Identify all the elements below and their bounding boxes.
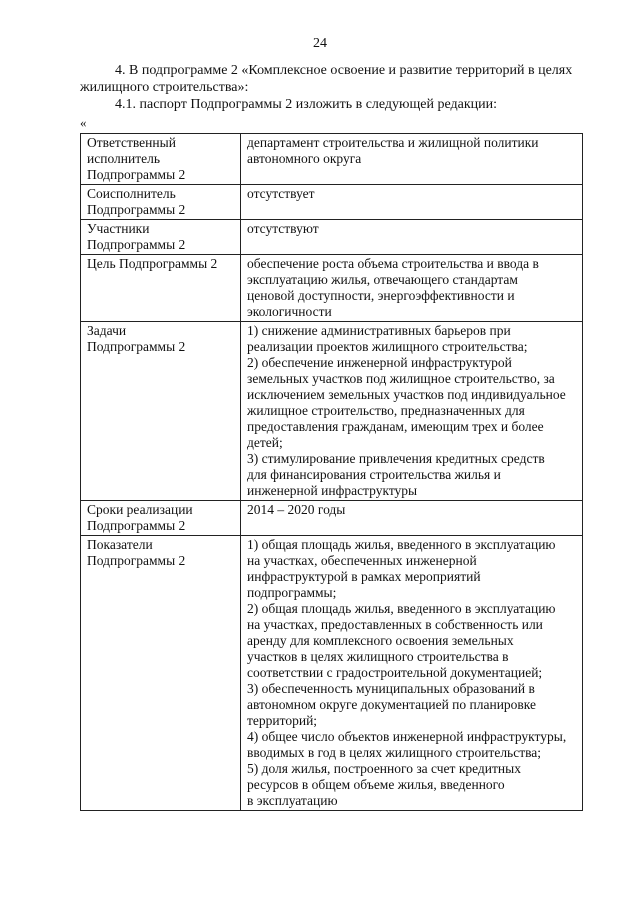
row-value-line: автономного округа [247, 151, 362, 166]
table-row [81, 255, 583, 322]
row-value-line: аренду для комплексного освоения земельных [247, 633, 514, 648]
row-value-line: участков в целях жилищного строительства в [247, 649, 509, 664]
row-value-line: 1) общая площадь жилья, введенного в эксплуатацию [247, 537, 556, 552]
row-value-line: подпрограммы; [247, 585, 337, 600]
intro-paragraph-1: 4. В подпрограмме 2 «Комплексное освоение и развитие территорий в целях жилищного строительства»: [80, 63, 573, 95]
table-row [81, 220, 583, 255]
row-label-cell [81, 536, 241, 811]
row-value-line: детей; [247, 435, 283, 450]
row-value-line: 3) стимулирование привлечения кредитных средств [247, 451, 545, 466]
table-row [81, 134, 583, 185]
row-label-line: Подпрограммы 2 [87, 237, 186, 252]
row-value-line: на участках, предоставленных в собственность или [247, 617, 543, 632]
row-label-line: Подпрограммы 2 [87, 202, 186, 217]
row-label-cell [81, 322, 241, 501]
intro-text [80, 62, 580, 113]
row-value-cell [241, 255, 583, 322]
row-value-line: инфраструктурой в рамках мероприятий [247, 569, 481, 584]
row-value-line: территорий; [247, 713, 318, 728]
row-label-line: Участники [87, 221, 150, 236]
row-value-cell [241, 536, 583, 811]
table-row [81, 322, 583, 501]
row-value-line: обеспечение роста объема строительства и ввода в [247, 256, 539, 271]
row-value-line: 3) обеспеченность муниципальных образований в [247, 681, 535, 696]
row-label-line: Подпрограммы 2 [87, 339, 186, 354]
passport-table-body [81, 134, 583, 811]
row-value-line: ресурсов в общем объеме жилья, введенного [247, 777, 505, 792]
row-value-line: соответствии с градостроительной документацией; [247, 665, 543, 680]
row-value-line: 5) доля жилья, построенного за счет кредитных [247, 761, 521, 776]
row-value-line: на участках, обеспеченных инженерной [247, 553, 477, 568]
table-row [81, 185, 583, 220]
row-value-line: для финансирования строительства жилья и [247, 467, 501, 482]
row-label-cell [81, 501, 241, 536]
row-value-line: эксплуатацию жилья, отвечающего стандартам [247, 272, 518, 287]
row-value-line: автономном округе документацией по планировке [247, 697, 537, 712]
row-label-line: Задачи [87, 323, 127, 338]
row-value-cell [241, 134, 583, 185]
row-value-line: исключением земельных участков под индивидуальное [247, 387, 566, 402]
row-value-line: жилищное строительство, предназначенных для [247, 403, 525, 418]
row-value-line: предоставления гражданам, имеющим трех и более [247, 419, 544, 434]
table-row [81, 501, 583, 536]
row-value-line: 2) обеспечение инженерной инфраструктурой [247, 355, 512, 370]
row-value-line: департамент строительства и жилищной политики [247, 135, 539, 150]
row-label-line: Подпрограммы 2 [87, 553, 186, 568]
row-value-line: экологичности [247, 304, 332, 319]
intro-paragraph-2: 4.1. паспорт Подпрограммы 2 изложить в следующей редакции: [115, 97, 498, 112]
row-value-line: 2) общая площадь жилья, введенного в эксплуатацию [247, 601, 556, 616]
row-label-cell [81, 255, 241, 322]
row-value-line: отсутствует [247, 186, 315, 201]
passport-table [80, 133, 583, 811]
row-label-line: Цель Подпрограммы 2 [87, 256, 218, 271]
row-value-line: вводимых в год в целях жилищного строительства; [247, 745, 542, 760]
row-label-line: Показатели [87, 537, 153, 552]
page-number: 24 [313, 36, 327, 51]
row-label-cell [81, 134, 241, 185]
row-value-line: ценовой доступности, энергоэффективности и [247, 288, 515, 303]
table-row [81, 536, 583, 811]
row-value-line: отсутствуют [247, 221, 319, 236]
row-label-line: Сроки реализации [87, 502, 193, 517]
row-label-cell [81, 220, 241, 255]
row-value-line: инженерной инфраструктуры [247, 483, 418, 498]
row-label-line: Подпрограммы 2 [87, 167, 186, 182]
row-value-line: земельных участков под жилищное строительство, за [247, 371, 555, 386]
row-value-cell [241, 322, 583, 501]
row-value-line: в эксплуатацию [247, 793, 338, 808]
row-value-cell [241, 220, 583, 255]
row-value-line: 1) снижение административных барьеров при [247, 323, 511, 338]
opening-quote: « [80, 115, 87, 130]
row-value-cell [241, 501, 583, 536]
row-label-cell [81, 185, 241, 220]
row-value-line: 2014 – 2020 годы [247, 502, 346, 517]
row-label-line: Ответственный [87, 135, 176, 150]
row-label-line: исполнитель [87, 151, 160, 166]
row-label-line: Подпрограммы 2 [87, 518, 186, 533]
row-value-line: 4) общее число объектов инженерной инфраструктуры, [247, 729, 567, 744]
row-value-line: реализации проектов жилищного строительства; [247, 339, 528, 354]
row-label-line: Соисполнитель [87, 186, 176, 201]
row-value-cell [241, 185, 583, 220]
